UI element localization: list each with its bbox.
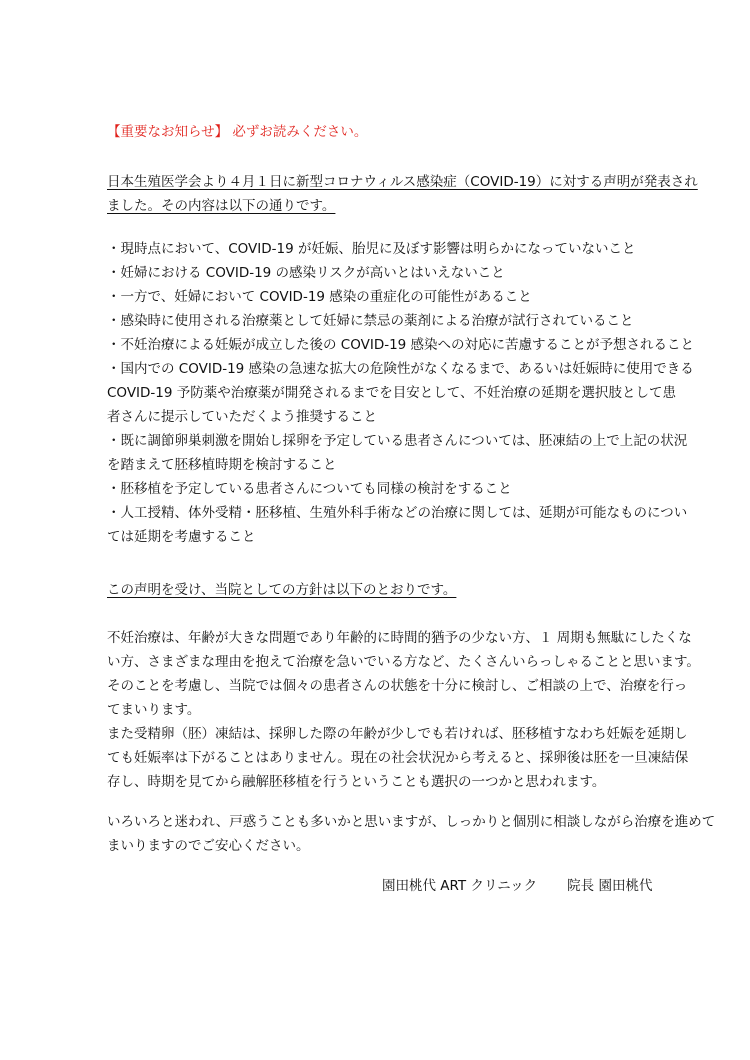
statement-line: ては延期を考慮すること [107,529,256,545]
statement-line: ・一方で、妊婦において COVID-19 感染の重症化の可能性があること [107,289,532,305]
statement-line: ・現時点において、COVID-19 が妊娠、胎児に及ぼす影響は明らかになっていないこと [107,241,636,257]
announcement-line: 日本生殖医学会より４月１日に新型コロナウィルス感染症（COVID-19）に対する声明が発表され [107,174,698,190]
statement-list [107,237,695,549]
statement-line: COVID-19 予防薬や治療薬が開発されるまでを目安として、不妊治療の延期を選択肢として患 [107,385,676,401]
policy-line: ても妊娠率は下がることはありません。現在の社会状況から考えると、採卵後は胚を一旦凍結保 [107,750,689,766]
statement-line: ・国内での COVID-19 感染の急速な拡大の危険性がなくなるまで、あるいは妊娠時に使用できる [107,361,694,377]
statement-line: を踏まえて胚移植時期を検討すること [107,457,337,473]
policy-line: てまいります。 [107,702,201,718]
statement-line: ・人工授精、体外受精・胚移植、生殖外科手術などの治療に関しては、延期が可能なものについ [107,505,688,521]
policy-heading [107,578,647,602]
policy-line: い方、さまざまな理由を抱えて治療を急いでいる方など、たくさんいらっしゃることと思います。 [107,654,700,670]
policy-line: 不妊治療は、年齢が大きな問題であり年齢的に時間的猶予の少ない方、１ 周期も無駄にしたくな [107,630,692,646]
statement-line: ・妊婦における COVID-19 の感染リスクが高いとはいえないこと [107,265,505,281]
closing-paragraph [107,810,716,858]
closing-line: いろいろと迷われ、戸惑うことも多いかと思いますが、しっかりと個別に相談しながら治療を進めて [107,814,716,830]
statement-line: ・不妊治療による妊娠が成立した後の COVID-19 感染への対応に苦慮することが予想されること [107,337,695,353]
statement-line: ・胚移植を予定している患者さんについても同様の検討をすること [107,481,512,497]
closing-line: まいりますのでご安心ください。 [107,838,310,854]
director-name: 院長 園田桃代 [567,878,653,894]
policy-line: 存し、時期を見てから融解胚移植を行うということも選択の一つかと思われます。 [107,774,606,790]
policy-line: また受精卵（胚）凍結は、採卵した際の年齢が少しでも若ければ、胚移植すなわち妊娠を延期し [107,726,688,742]
policy-heading-text: この声明を受け、当院としての方針は以下のとおりです。 [107,582,457,598]
announcement-line: ました。その内容は以下の通りです。 [107,198,336,214]
signature [382,874,652,898]
statement-line: ・既に調節卵巣刺激を開始し採卵を予定している患者さんについては、胚凍結の上で上記の状況 [107,433,688,449]
announcement-paragraph [107,170,698,218]
statement-line: ・感染時に使用される治療薬として妊婦に禁忌の薬剤による治療が試行されていること [107,313,634,329]
statement-line: 者さんに提示していただくよう推奨すること [107,409,377,425]
policy-line: そのことを考慮し、当院では個々の患者さんの状態を十分に検討し、ご相談の上で、治療を行っ [107,678,688,694]
important-notice: 【重要なお知らせ】 必ずお読みください。 [107,124,368,140]
policy-paragraph [107,626,700,794]
clinic-name: 園田桃代 ART クリニック [382,878,538,894]
